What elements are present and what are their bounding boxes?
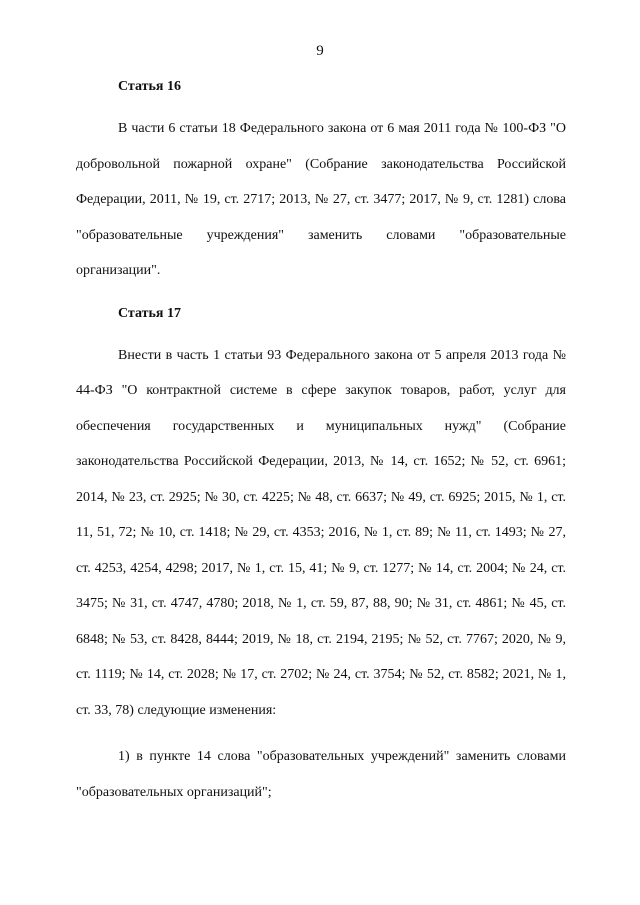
article-paragraph: В части 6 статьи 18 Федерального закона от 6 мая 2011 года № 100-ФЗ "О добровольной пожарной охране" (Собрание законодательства Российской Федерации, 2011, № 19, ст. 2717; 2013, № 27, ст. 3477; 2017, № 9, ст. 1281) слова "образовательные учреждения" заменить словами "образовательные организации". bbox=[76, 121, 566, 278]
article-list-item: 1) в пункте 14 слова "образовательных учреждений" заменить словами "образовательных организаций"; bbox=[76, 749, 566, 800]
document-body bbox=[76, 77, 566, 819]
article-17 bbox=[76, 304, 566, 811]
article-16 bbox=[76, 77, 566, 289]
page-number: 9 bbox=[316, 43, 324, 59]
article-paragraph: Внести в часть 1 статьи 93 Федерального закона от 5 апреля 2013 года № 44-ФЗ "О контрактной системе в сфере закупок товаров, работ, услуг для обеспечения государственных и муниципальных нужд" (Собрание законодательства Российской Федерации, 2013, № 14, ст. 1652; № 52, ст. 6961; 2014, № 23, ст. 2925; № 30, ст. 4225; № 48, ст. 6637; № 49, ст. 6925; 2015, № 1, ст. 11, 51, 72; № 10, ст. 1418; № 29, ст. 4353; 2016, № 1, ст. 89; № 11, ст. 1493; № 27, ст. 4253, 4254, 4298; 2017, № 1, ст. 15, 41; № 9, ст. 1277; № 14, ст. 2004; № 24, ст. 3475; № 31, ст. 4747, 4780; 2018, № 1, ст. 59, 87, 88, 90; № 31, ст. 4861; № 45, ст. 6848; № 53, ст. 8428, 8444; 2019, № 18, ст. 2194, 2195; № 52, ст. 7767; 2020, № 9, ст. 1119; № 14, ст. 2028; № 17, ст. 2702; № 24, ст. 3754; № 52, ст. 8582; 2021, № 1, ст. 33, 78) следующие изменения: bbox=[76, 347, 566, 718]
article-heading: Статья 16 bbox=[118, 79, 181, 94]
article-heading: Статья 17 bbox=[118, 305, 181, 321]
